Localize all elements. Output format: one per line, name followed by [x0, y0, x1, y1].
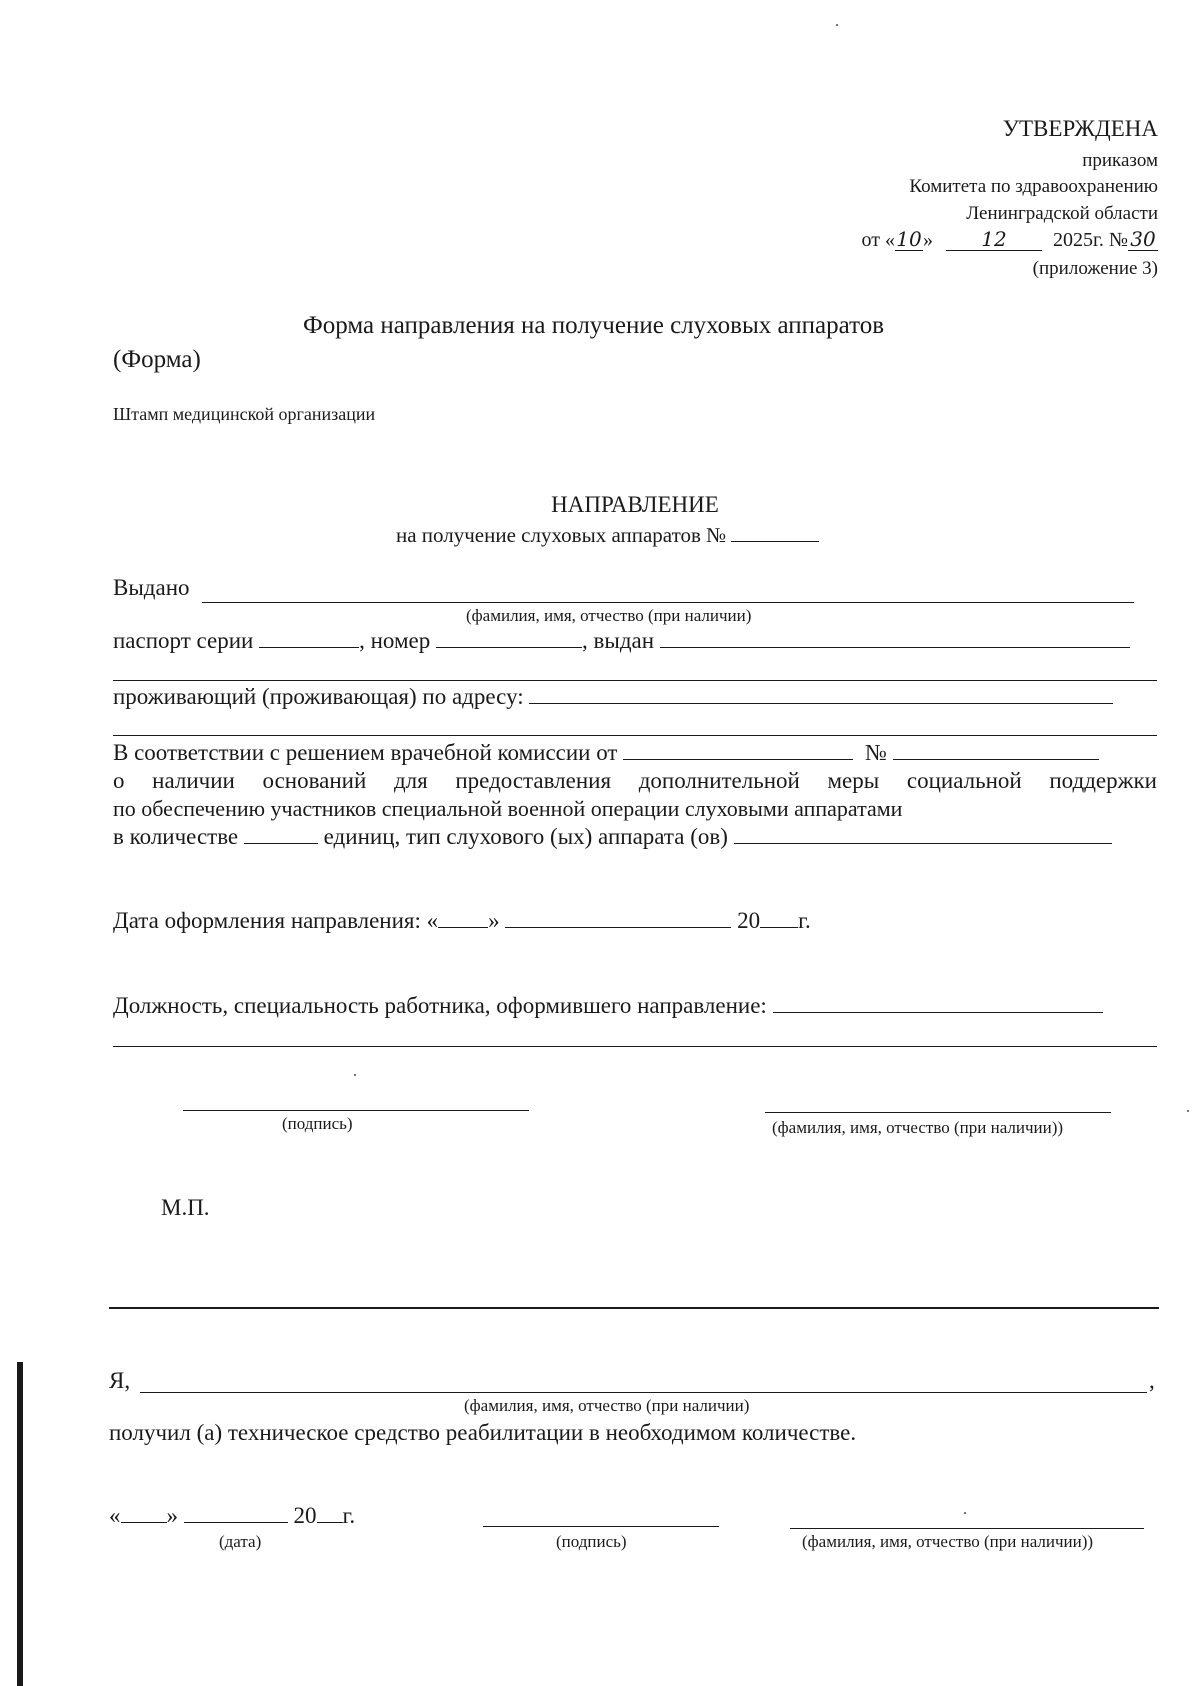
- scan-edge-mark: [17, 1362, 23, 1686]
- approval-day-close: »: [922, 229, 933, 251]
- form-title: Форма направления на получение слуховых аппаратов: [303, 312, 885, 339]
- receipt-fio-line[interactable]: [140, 1392, 1147, 1393]
- passport-issued-label: , выдан: [582, 628, 655, 653]
- issue-date-year-prefix: 20: [737, 908, 761, 933]
- approval-order-number: 30: [1128, 228, 1158, 251]
- cut-line: [109, 1307, 1159, 1309]
- passport-number-field[interactable]: [436, 647, 582, 648]
- position-label: Должность, специальность работника, оформившего направление:: [113, 993, 767, 1018]
- signature-hint: (подпись): [282, 1114, 353, 1133]
- commission-label: В соответствии с решением врачебной комиссии от: [113, 740, 618, 765]
- approval-year-text: 2025г. №: [1052, 229, 1128, 251]
- receipt-date-day-field[interactable]: [121, 1522, 167, 1523]
- approval-line-3: Ленинградской области: [966, 203, 1158, 224]
- signer-fio-line[interactable]: [765, 1112, 1111, 1113]
- commission-number-sign: №: [864, 740, 887, 765]
- issue-date-day-field[interactable]: [438, 927, 488, 928]
- receipt-signer-fio-hint: (фамилия, имя, отчество (при наличии)): [802, 1532, 1094, 1551]
- document-subtitle-text: на получение слуховых аппаратов №: [396, 523, 727, 547]
- issue-date-line: [113, 908, 811, 934]
- issue-date-year-field[interactable]: [760, 927, 798, 928]
- receipt-date-hint: (дата): [219, 1532, 262, 1551]
- approval-line-1: приказом: [1082, 150, 1158, 171]
- scan-speck: [354, 1074, 356, 1076]
- grounds-line-1: о наличии оснований для предоставления дополнительной меры социальной поддержки: [113, 768, 1157, 793]
- stamp-label: Штамп медицинской организации: [113, 404, 376, 424]
- document-heading: НАПРАВЛЕНИЕ: [551, 492, 719, 517]
- commission-line: [113, 740, 1099, 766]
- address-line: [113, 684, 1113, 710]
- issued-to-fio-hint: (фамилия, имя, отчество (при наличии): [466, 606, 752, 625]
- issue-date-label: Дата оформления направления: «: [113, 908, 439, 933]
- signature-line[interactable]: [183, 1110, 529, 1111]
- approval-date-line: [861, 228, 1158, 252]
- device-type-field[interactable]: [734, 843, 1112, 844]
- approval-date-prefix: от «: [861, 229, 895, 251]
- position-continuation-line[interactable]: [113, 1046, 1157, 1047]
- form-label: (Форма): [113, 346, 201, 373]
- issue-date-month-field[interactable]: [505, 927, 731, 928]
- address-continuation-line[interactable]: [113, 735, 1157, 736]
- approval-month: 12: [946, 228, 1042, 251]
- receipt-signature-hint: (подпись): [556, 1532, 627, 1551]
- document-subtitle: [396, 523, 819, 548]
- passport-line: [113, 628, 1130, 654]
- quantity-suffix: единиц, тип слухового (ых) аппарата (ов): [323, 824, 728, 849]
- approval-line-2: Комитета по здравоохранению: [909, 176, 1158, 197]
- commission-number-field[interactable]: [893, 759, 1099, 760]
- passport-issued-field[interactable]: [660, 647, 1130, 648]
- issue-date-year-suffix: г.: [798, 908, 811, 933]
- grounds-line-2: по обеспечению участников специальной военной операции слуховыми аппаратами: [113, 796, 903, 821]
- approval-title: УТВЕРЖДЕНА: [1002, 116, 1158, 141]
- receipt-date-line: [109, 1503, 355, 1529]
- receipt-signer-fio-line[interactable]: [790, 1528, 1144, 1529]
- scan-speck: [1187, 1110, 1189, 1112]
- receipt-date-month-field[interactable]: [184, 1522, 288, 1523]
- issued-to-label: Выдано: [113, 575, 190, 600]
- address-label: проживающий (проживающая) по адресу:: [113, 684, 524, 709]
- approval-appendix: (приложение 3): [1032, 258, 1158, 279]
- passport-series-label: паспорт серии: [113, 628, 254, 653]
- signer-fio-hint: (фамилия, имя, отчество (при наличии)): [772, 1118, 1064, 1137]
- quantity-field[interactable]: [244, 843, 318, 844]
- receipt-signature-line[interactable]: [483, 1526, 719, 1527]
- position-line: [113, 993, 1103, 1019]
- scan-speck: [964, 1512, 966, 1514]
- passport-continuation-line[interactable]: [113, 680, 1157, 681]
- issue-date-close: »: [488, 908, 500, 933]
- receipt-date-year-suffix: г.: [342, 1503, 356, 1528]
- receipt-text: получил (а) техническое средство реабилитации в необходимом количестве.: [109, 1420, 857, 1445]
- receipt-i-prefix: Я,: [109, 1368, 131, 1393]
- receipt-fio-hint: (фамилия, имя, отчество (при наличии): [464, 1396, 750, 1415]
- receipt-date-year-prefix: 20: [293, 1503, 317, 1528]
- address-field[interactable]: [529, 703, 1113, 704]
- receipt-comma: ,: [1149, 1368, 1155, 1393]
- passport-number-label: , номер: [359, 628, 431, 653]
- quantity-prefix: в количестве: [113, 824, 239, 849]
- receipt-date-close: »: [166, 1503, 178, 1528]
- quantity-line: [113, 824, 1112, 850]
- position-field[interactable]: [773, 1012, 1103, 1013]
- passport-series-field[interactable]: [259, 647, 359, 648]
- stamp-place: М.П.: [161, 1195, 210, 1220]
- issued-to-line[interactable]: [202, 602, 1134, 603]
- receipt-date-year-field[interactable]: [317, 1522, 343, 1523]
- scan-speck: [836, 24, 838, 26]
- receipt-date-open: «: [109, 1503, 121, 1528]
- approval-day: 10: [896, 227, 922, 251]
- commission-date-field[interactable]: [623, 759, 853, 760]
- direction-number-line[interactable]: [731, 541, 819, 542]
